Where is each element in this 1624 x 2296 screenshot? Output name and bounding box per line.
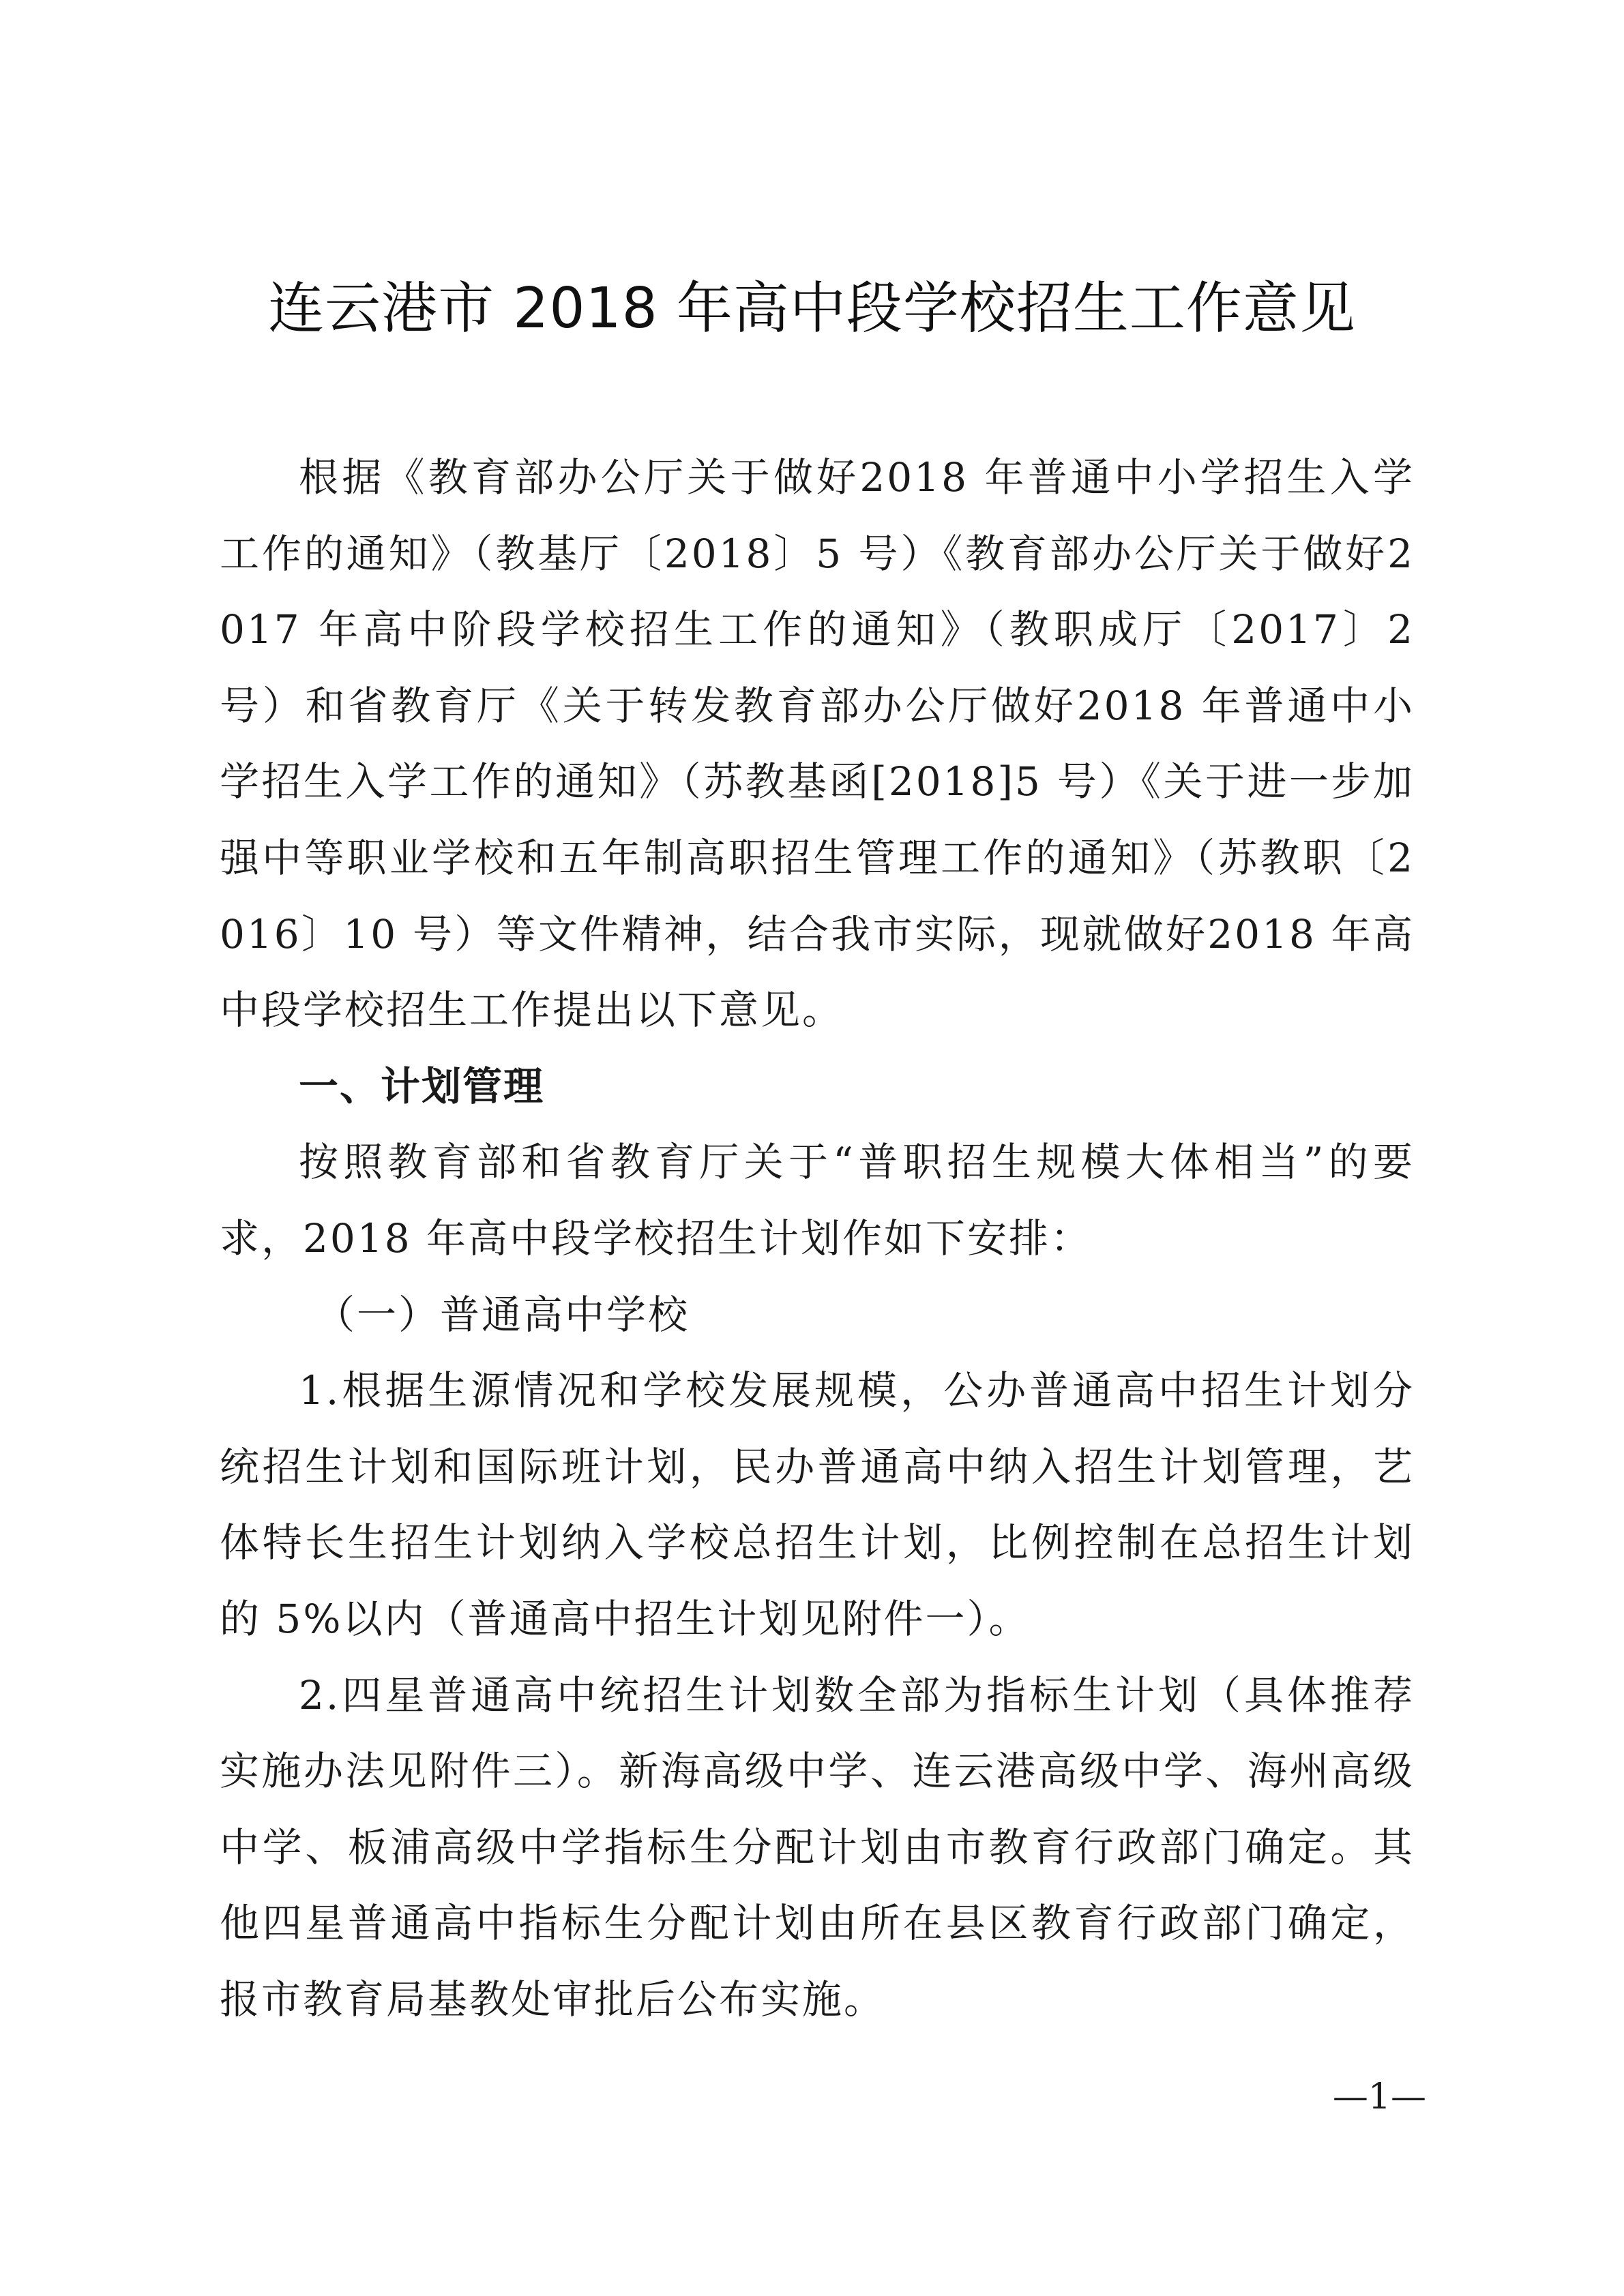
subsection-heading-general-high-schools: （一）普通高中学校 <box>315 1291 690 1338</box>
document-title: 连云港市 2018 年高中段学校招生工作意见 <box>268 276 1356 341</box>
intro-paragraph: 根据《教育部办公厅关于做好2018 年普通中小学招生入学工作的通知》（教基厅〔2018〕5 号）《教育部办公厅关于做好2017 年高中阶段学校招生工作的通知》（教职成厅〔2017〕2 号）和省教育厅《关于转发教育部办公厅做好2018 年普通中小学招生入学工作的通知》（苏教基函[2018]5 号）《关于进一步加强中等职业学校和五年制高职招生管理工作的通知》（苏教职〔2016〕10 号）等文件精神，结合我市实际，现就做好2018 年高中段学校招生工作提出以下意见。 <box>220 454 1415 1034</box>
document-body <box>220 440 1415 2038</box>
list-item-1: 1.根据生源情况和学校发展规模，公办普通高中招生计划分统招生计划和国际班计划，民办普通高中纳入招生计划管理，艺体特长生招生计划纳入学校总招生计划，比例控制在总招生计划的 5%以内（普通高中招生计划见附件一）。 <box>220 1367 1415 1642</box>
list-item-2: 2.四星普通高中统招生计划数全部为指标生计划（具体推荐实施办法见附件三）。新海高级中学、连云港高级中学、海州高级中学、板浦高级中学指标生分配计划由市教育行政部门确定。其他四星普通高中指标生分配计划由所在县区教育行政部门确定，报市教育局基教处审批后公布实施。 <box>220 1671 1415 2023</box>
page-number: —1— <box>1332 2076 1426 2117</box>
section-intro-paragraph: 按照教育部和省教育厅关于“普职招生规模大体相当”的要求，2018 年高中段学校招生计划作如下安排： <box>220 1139 1415 1262</box>
section-heading-plan-management: 一、计划管理 <box>299 1062 545 1109</box>
